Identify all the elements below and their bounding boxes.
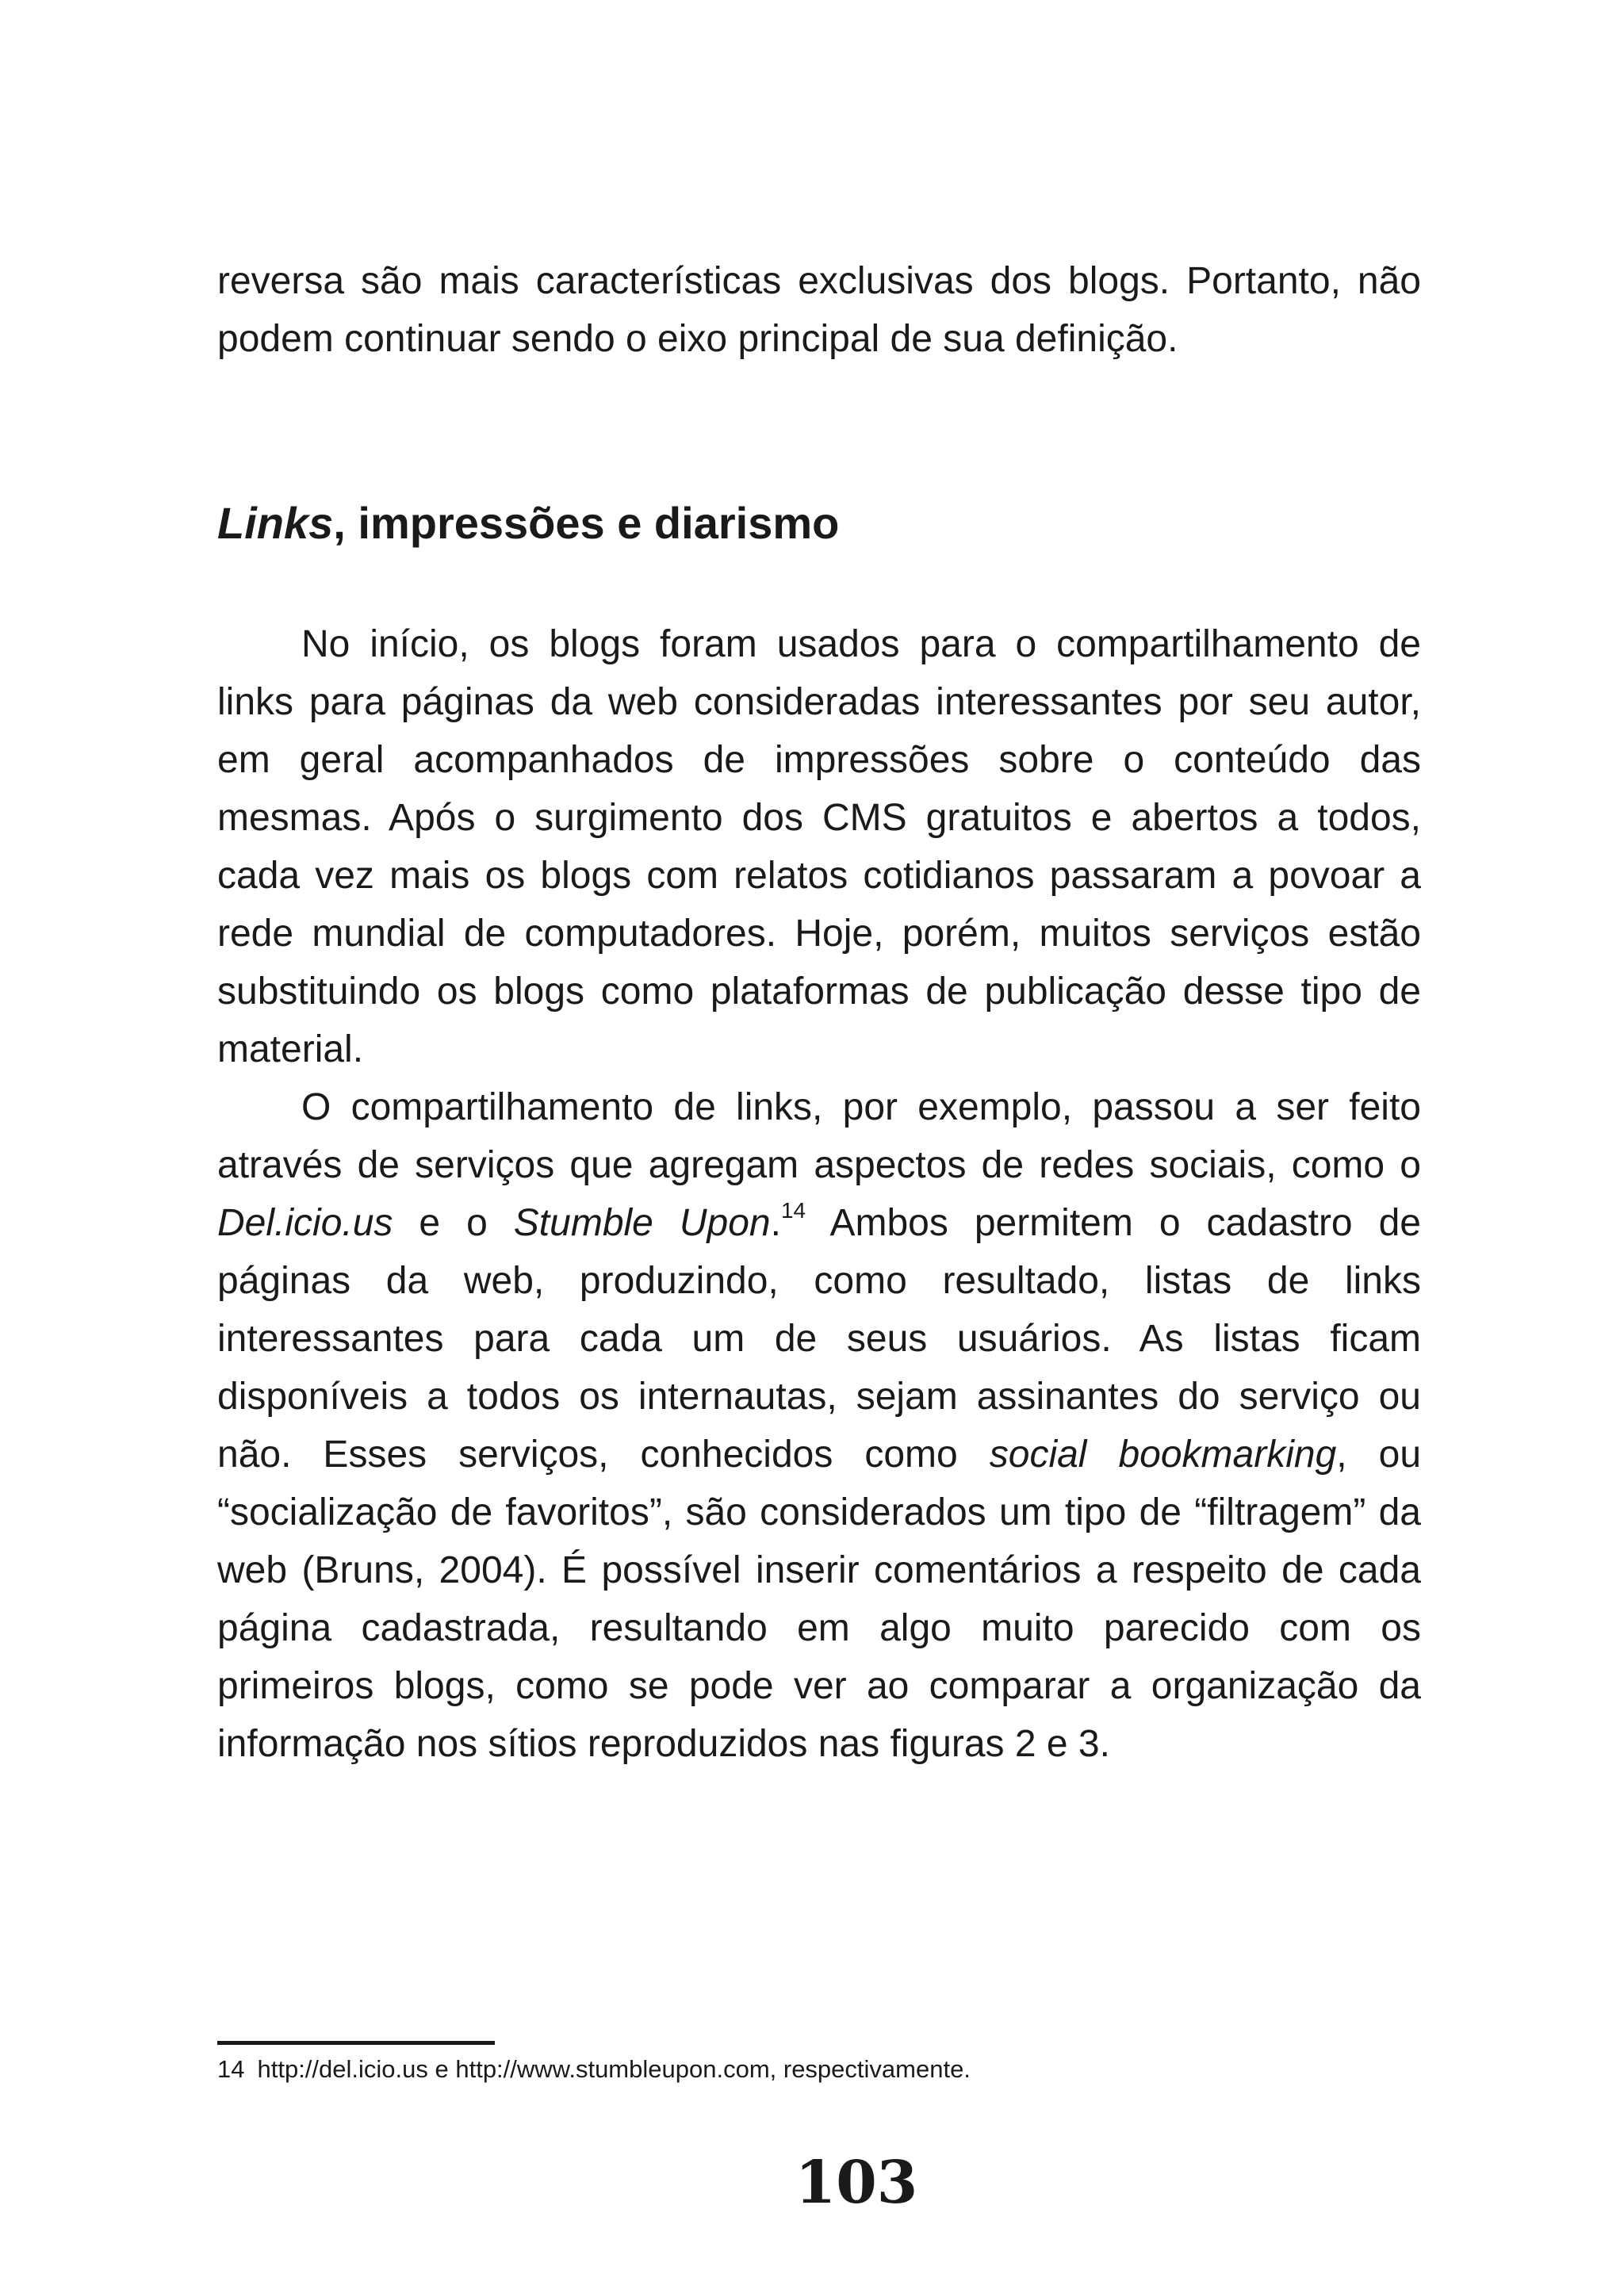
section-heading-rest: , impressões e diarismo bbox=[333, 498, 840, 548]
stumbleupon-name: Stumble Upon bbox=[513, 1202, 771, 1244]
section-body bbox=[217, 615, 1421, 1773]
delicious-name: Del.icio.us bbox=[217, 1202, 393, 1244]
paragraph-2-part-1: O compartilhamento de links, por exemplo, passou a ser feito através de serviços que agregam aspectos de redes sociais, como o bbox=[217, 1086, 1421, 1186]
intro-paragraph bbox=[217, 252, 1421, 368]
page-number: 103 bbox=[795, 2149, 918, 2217]
paragraph-2-part-2: e o bbox=[393, 1202, 514, 1244]
section-heading bbox=[217, 492, 839, 555]
footnote-text: http://del.icio.us e http://www.stumbleupon.com, respectivamente. bbox=[257, 2055, 971, 2083]
intro-text: reversa são mais características exclusivas dos blogs. Portanto, não podem continuar sendo o eixo principal de sua definição. bbox=[217, 260, 1421, 360]
footnote-reference: 14 bbox=[780, 1198, 806, 1223]
footnote-number: 14 bbox=[217, 2055, 245, 2083]
paragraph-2-part-3: . bbox=[770, 1202, 781, 1244]
paragraph-1: No início, os blogs foram usados para o compartilhamento de links para páginas da web consideradas interessantes por seu autor, em geral acompanhados de impressões sobre o conteúdo das mesmas. Após o surgimento dos CMS gratuitos e abertos a todos, cada vez mais os blogs com relatos cotidianos passaram a povoar a rede mundial de computadores. Hoje, porém, muitos serviços estão substituindo os blogs como plataformas de publicação desse tipo de material. bbox=[217, 623, 1421, 1070]
paragraph-2 bbox=[217, 1078, 1421, 1773]
paragraph-2-part-5: , ou “socialização de favoritos”, são considerados um tipo de “filtragem” da web (Bruns, 2004). É possível inserir comentários a respeito de cada página cadastrada, resultando em algo muito parecido com os primeiros blogs, como se pode ver ao comparar a organização da informação nos sítios reproduzidos nas figuras 2 e 3. bbox=[217, 1434, 1422, 1765]
paragraph-2-part-4: Ambos permitem o cadastro de páginas da web, produzindo, como resultado, listas de links interessantes para cada um de seus usuários. As listas ficam disponíveis a todos os internautas, sejam assinantes do serviço ou não. Esses serviços, conhecidos como bbox=[217, 1202, 1422, 1476]
social-bookmarking-term: social bookmarking bbox=[989, 1434, 1337, 1476]
footnote bbox=[217, 2052, 971, 2087]
footnote-divider bbox=[217, 2041, 495, 2045]
section-heading-italic: Links bbox=[217, 498, 334, 548]
